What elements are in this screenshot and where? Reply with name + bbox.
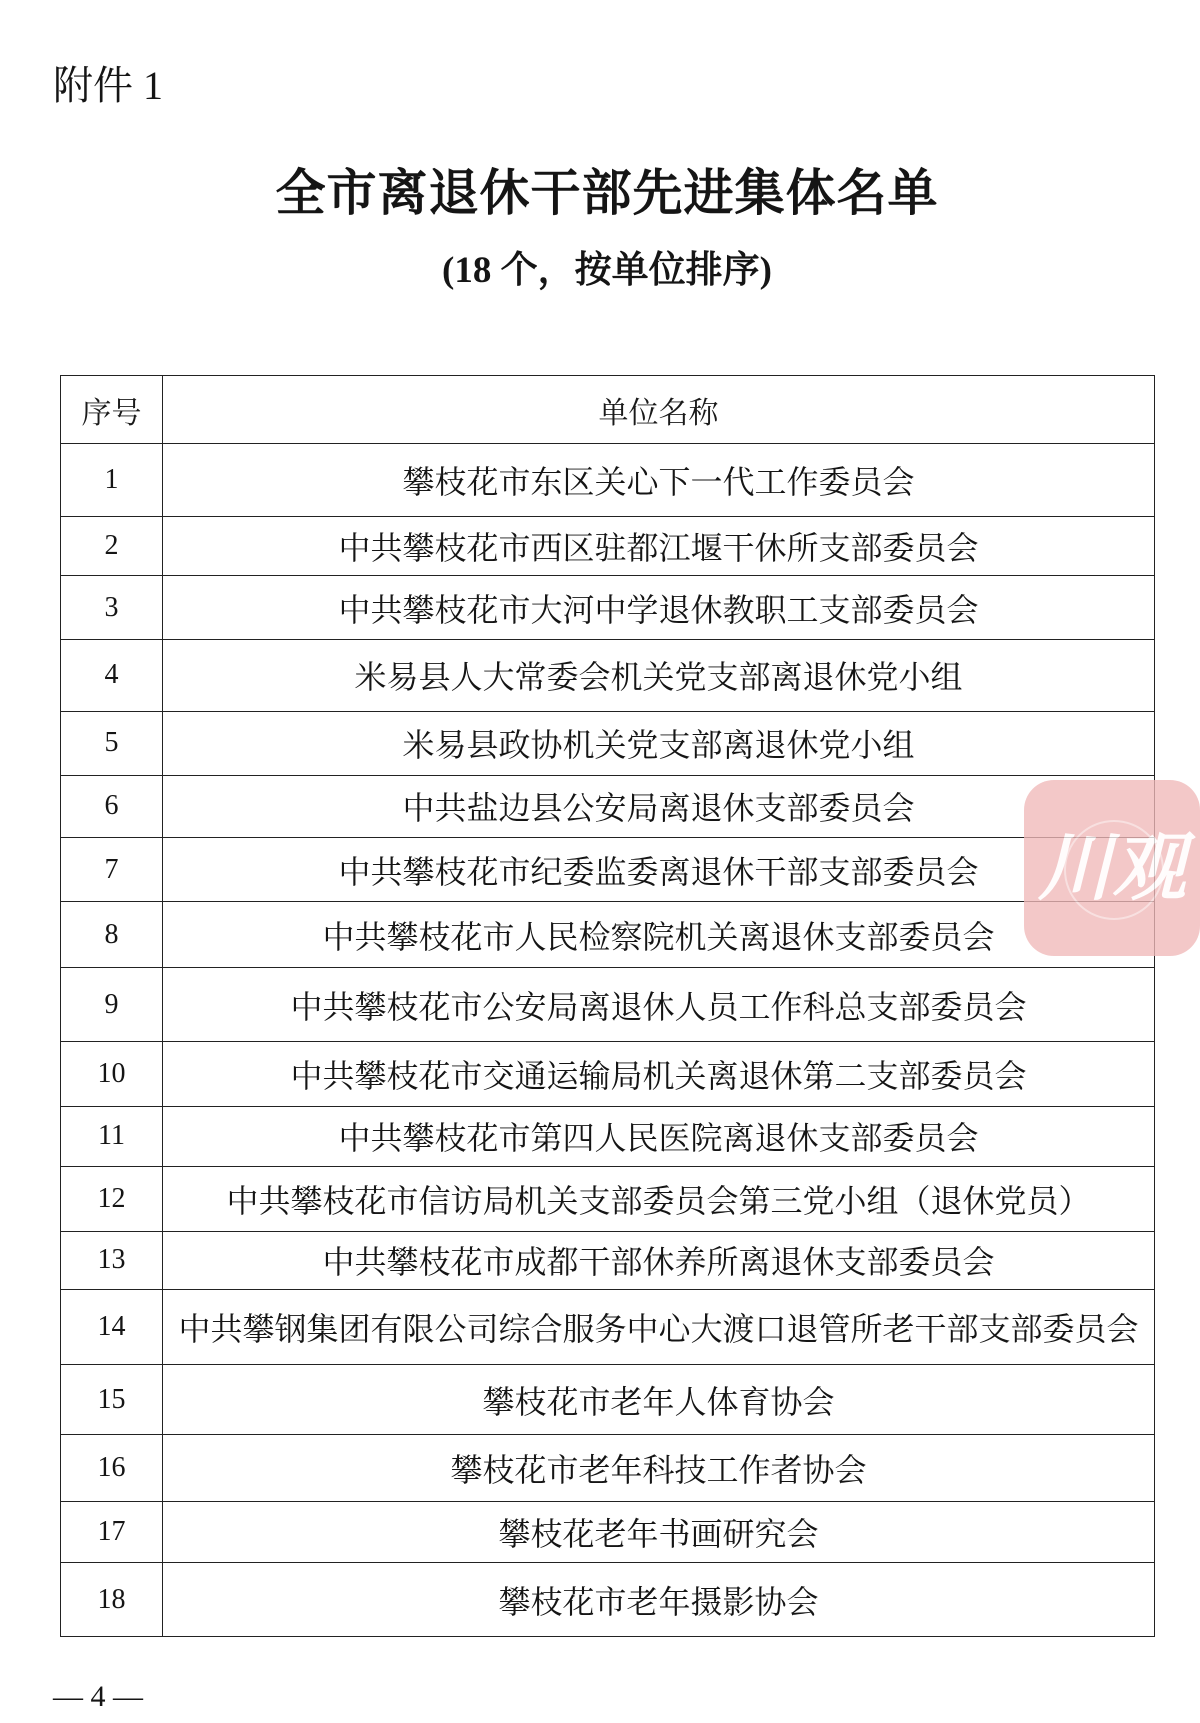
row-number-cell: 10 [61,1042,163,1107]
table-row [61,838,1155,902]
table-row [61,968,1155,1042]
unit-name-cell: 中共攀枝花市纪委监委离退休干部支部委员会 [163,838,1155,902]
table-row [61,444,1155,517]
table-row [61,1166,1155,1231]
table-row [61,1042,1155,1107]
row-number-cell: 18 [61,1563,163,1637]
row-number-cell: 7 [61,838,163,902]
unit-name-cell: 中共攀枝花市第四人民医院离退休支部委员会 [163,1107,1155,1167]
table-row [61,711,1155,775]
row-number-cell: 6 [61,775,163,838]
table-row [61,1364,1155,1435]
unit-name-cell: 中共攀钢集团有限公司综合服务中心大渡口退管所老干部支部委员会 [163,1290,1155,1365]
unit-name-cell: 攀枝花市老年摄影协会 [163,1563,1155,1637]
row-number-cell: 17 [61,1501,163,1563]
table-row [61,775,1155,838]
unit-name-cell: 中共攀枝花市信访局机关支部委员会第三党小组（退休党员） [163,1166,1155,1231]
unit-name-cell: 中共攀枝花市人民检察院机关离退休支部委员会 [163,902,1155,968]
watermark-text: 川观 [1038,825,1186,911]
table-row [61,902,1155,968]
table-row [61,1231,1155,1289]
unit-name-cell: 米易县政协机关党支部离退休党小组 [163,711,1155,775]
page-number-footer: — 4 — [53,1680,143,1713]
document-subtitle: (18 个，按单位排序) [442,250,772,291]
row-number-cell: 1 [61,444,163,517]
header-cell-unit-name: 单位名称 [163,376,1155,444]
table-header-row [61,376,1155,444]
table-row [61,516,1155,576]
unit-name-cell: 攀枝花老年书画研究会 [163,1501,1155,1563]
attachment-label: 附件 1 [53,63,163,108]
table-row [61,576,1155,640]
row-number-cell: 2 [61,516,163,576]
unit-name-cell: 中共攀枝花市大河中学退休教职工支部委员会 [163,576,1155,640]
table-body [61,444,1155,1637]
row-number-cell: 16 [61,1435,163,1501]
table-row [61,1501,1155,1563]
row-number-cell: 13 [61,1231,163,1289]
unit-name-cell: 中共攀枝花市西区驻都江堰干休所支部委员会 [163,516,1155,576]
table-row [61,1107,1155,1167]
watermark-badge [1024,780,1200,956]
row-number-cell: 3 [61,576,163,640]
unit-name-cell: 中共攀枝花市公安局离退休人员工作科总支部委员会 [163,968,1155,1042]
honor-list-table [60,375,1155,1637]
unit-name-cell: 中共攀枝花市交通运输局机关离退休第二支部委员会 [163,1042,1155,1107]
row-number-cell: 11 [61,1107,163,1167]
unit-name-cell: 攀枝花市老年科技工作者协会 [163,1435,1155,1501]
row-number-cell: 5 [61,711,163,775]
unit-name-cell: 米易县人大常委会机关党支部离退休党小组 [163,640,1155,712]
header-cell-number: 序号 [61,376,163,444]
row-number-cell: 4 [61,640,163,712]
document-title: 全市离退休干部先进集体名单 [275,164,939,222]
unit-name-cell: 攀枝花市东区关心下一代工作委员会 [163,444,1155,517]
row-number-cell: 8 [61,902,163,968]
table-header [61,376,1155,444]
row-number-cell: 14 [61,1290,163,1365]
unit-name-cell: 攀枝花市老年人体育协会 [163,1364,1155,1435]
table-row [61,640,1155,712]
row-number-cell: 12 [61,1166,163,1231]
row-number-cell: 15 [61,1364,163,1435]
table-row [61,1290,1155,1365]
unit-name-cell: 中共盐边县公安局离退休支部委员会 [163,775,1155,838]
table-row [61,1435,1155,1501]
table-row [61,1563,1155,1637]
row-number-cell: 9 [61,968,163,1042]
unit-name-cell: 中共攀枝花市成都干部休养所离退休支部委员会 [163,1231,1155,1289]
